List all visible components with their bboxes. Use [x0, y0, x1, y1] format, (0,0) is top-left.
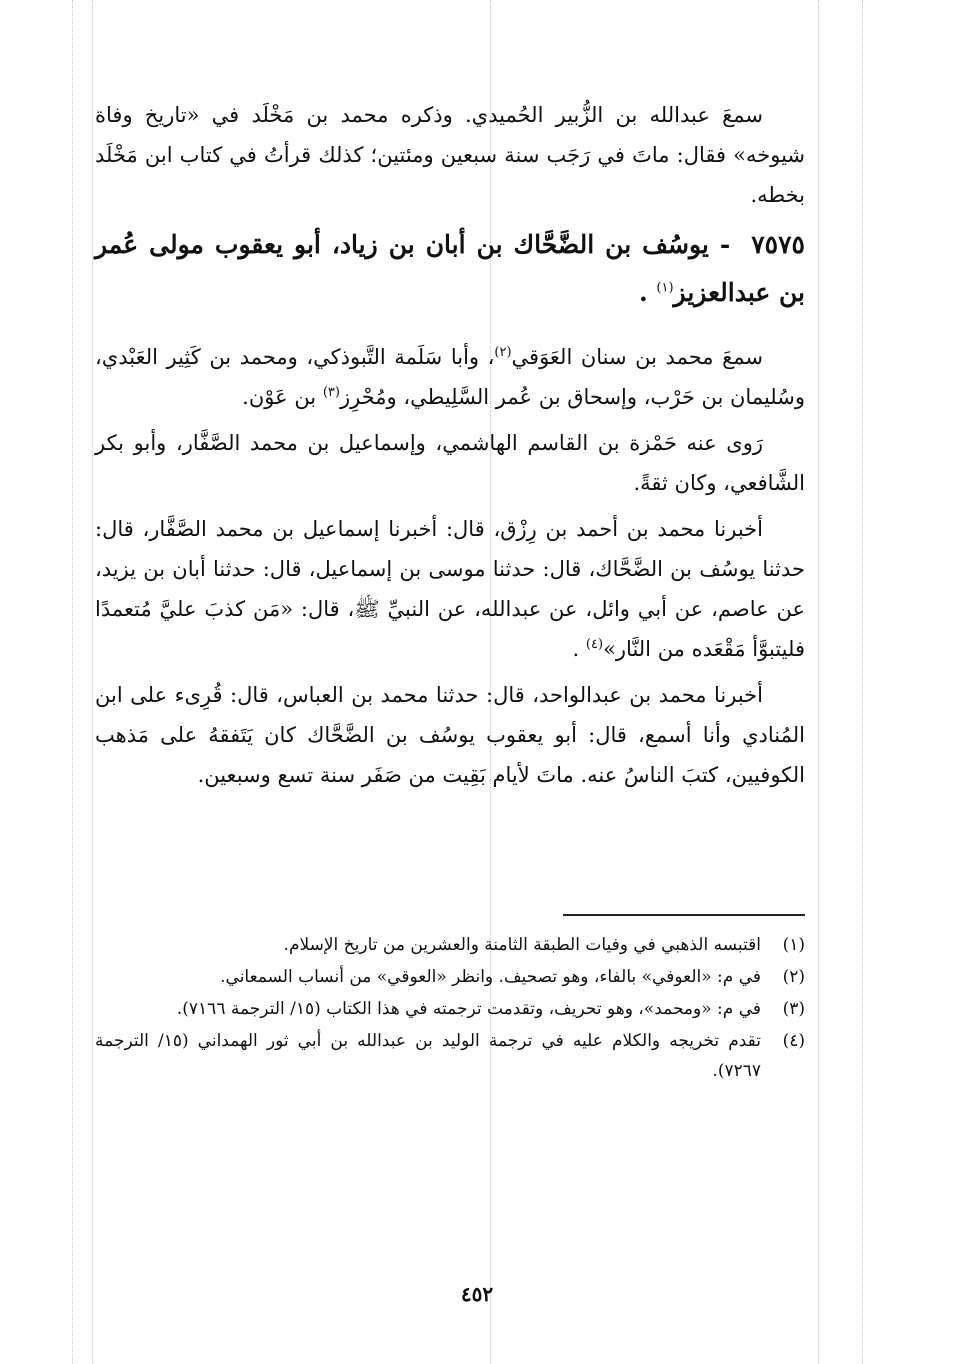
footnote [95, 930, 805, 960]
page-body [95, 95, 805, 801]
footnotes [95, 930, 805, 1088]
footnote [95, 962, 805, 992]
margin-guide-left [72, 0, 73, 1364]
entry-end: . [638, 278, 648, 307]
entry-dash: - [719, 230, 731, 259]
footnote-separator [563, 914, 805, 916]
footnote-ref: (٣) [322, 385, 340, 400]
paragraph-akhbarana: أخبرنا محمد بن عبدالواحد، قال: حدثنا محمد بن العباس، قال: قُرِىء على ابن المُنادي وأنا أسمع، قال: أبو يعقوب يوسُف بن الضَّحَّاك كان يَتَفقهُ على مَذهب الكوفيين، كتبَ الناسُ عنه. ماتَ لأيام بَقِيت من صَفَر سنة تسع وسبعين. [95, 683, 805, 787]
entry-number: ٧٥٧٥ [751, 230, 805, 259]
footnote-number: (٣) [782, 999, 805, 1019]
footnote-number: (٢) [782, 967, 805, 987]
footnote-number: (٤) [782, 1031, 805, 1051]
footnote-ref: (٢) [494, 345, 512, 360]
margin-guide-inner-left [92, 0, 93, 1364]
entry-heading [95, 221, 805, 317]
page-number: ٤٥٢ [460, 1282, 494, 1306]
paragraph-rawa: رَوى عنه حَمْزة بن القاسم الهاشمي، وإسماعيل بن محمد الصَّفَّار، وأبو بكر الشَّافعي، وكان ثقةً. [95, 431, 805, 495]
margin-guide-right [862, 0, 863, 1364]
margin-guide-inner-right [818, 0, 819, 1364]
footnote [95, 994, 805, 1024]
footnote-text: في م: «العوفي» بالفاء، وهو تصحيف. وانظر «العوقي» من أنساب السمعاني. [220, 967, 761, 987]
paragraph-hadith: أخبرنا محمد بن أحمد بن رِزْق، قال: أخبرنا إسماعيل بن محمد الصَّفَّار، قال: حدثنا يوسُف بن الضَّحَّاك، قال: حدثنا موسى بن إسماعيل، قال: حدثنا أبان بن يزيد، عن عاصم، عن أبي وائل، عن عبدالله، عن النبيِّ ﷺ، قال: «مَن كذبَ عليَّ مُتعمدًا فليتبوَّأ مَقْعَده من النَّار»$^{(٤)}$ . [95, 517, 805, 661]
footnote-ref: (١) [656, 280, 674, 296]
paragraph-sami: سمعَ محمد بن سنان العَوَقي$^{(٢)}$، وأبا سَلَمة التَّبوذكي، ومحمد بن كَثِير العَبْدي، وسُليمان بن حَرْب، وإسحاق بن عُمر السَّلِيطي، ومُحْرِز$^{(٣)}$ بن عَوْن. [95, 345, 805, 409]
footnote-text: اقتبسه الذهبي في وفيات الطبقة الثامنة والعشرين من تاريخ الإسلام. [283, 935, 761, 955]
paragraph-continuation: سمعَ عبدالله بن الزُّبير الحُميدي. وذكره محمد بن مَخْلَد في «تاريخ وفاة شيوخه» فقال: ماتَ في رَجَب سنة سبعين ومئتين؛ كذلك قرأتُ في كتاب ابن مَخْلَد بخطه. [95, 103, 805, 207]
footnote-number: (١) [782, 935, 805, 955]
footnote-ref: (٤) [585, 637, 604, 652]
entry-title: يوسُف بن الضَّحَّاك بن أبان بن زياد، أبو يعقوب مولى عُمر بن عبدالعزيز [95, 230, 805, 307]
footnote-text: تقدم تخريجه والكلام عليه في ترجمة الوليد بن عبدالله بن أبي ثور الهمداني (١٥/ الترجمة ٧٢٦٧). [95, 1031, 761, 1081]
footnote-text: في م: «ومحمد»، وهو تحريف، وتقدمت ترجمته في هذا الكتاب (١٥/ الترجمة ٧١٦٦). [176, 999, 761, 1019]
footnote [95, 1026, 805, 1086]
